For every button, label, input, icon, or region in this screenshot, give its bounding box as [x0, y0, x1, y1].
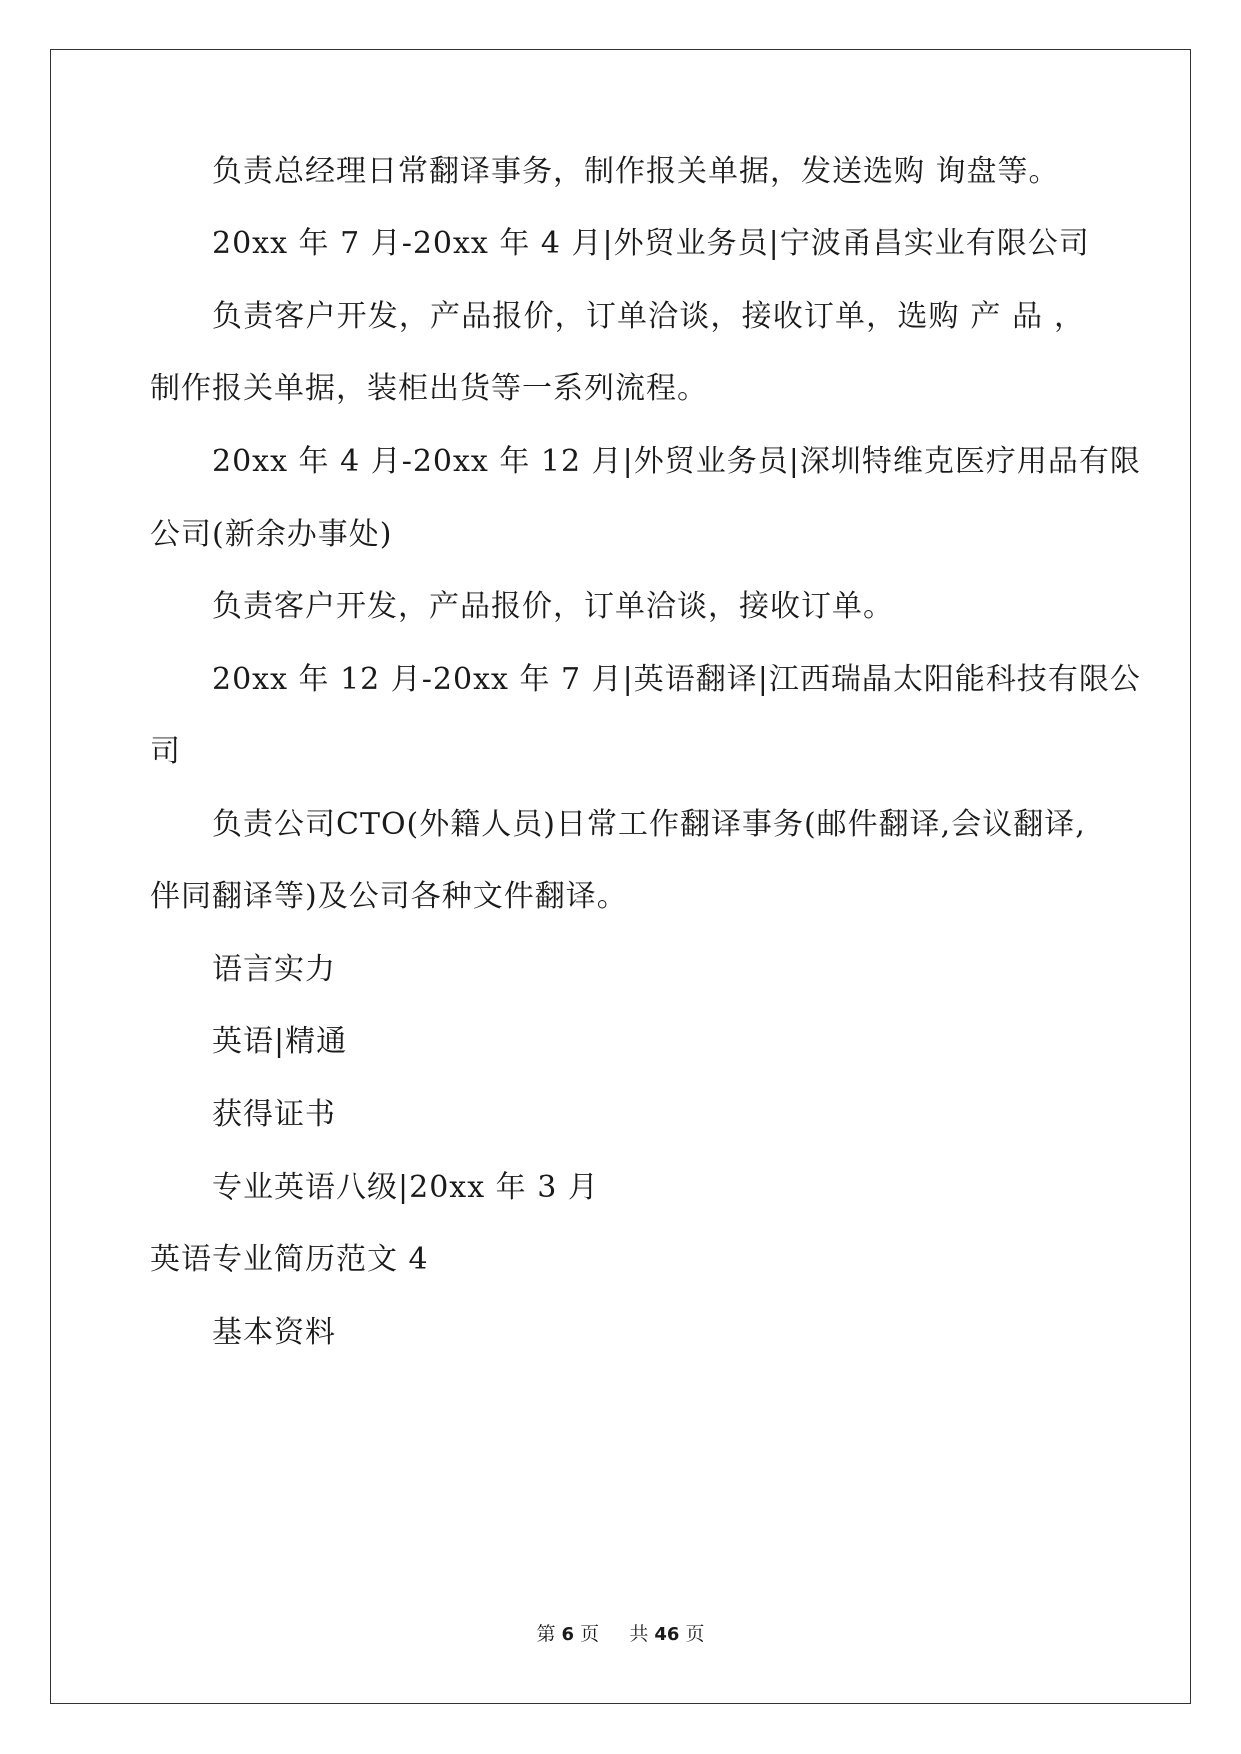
section-heading-basic-info: 基本资料 [212, 1315, 336, 1350]
paragraph-jiangxi-duties: 负责公司CTO(外籍人员)日常工作翻译事务(邮件翻译,会议翻译, [212, 807, 1086, 842]
job-entry-jiangxi: 20xx 年 12 月-20xx 年 7 月|英语翻译|江西瑞晶太阳能科技有限公 [212, 662, 1141, 697]
paragraph-translation-duties: 负责总经理日常翻译事务，制作报关单据，发送选购 询盘等。 [212, 154, 1060, 189]
document-title-sample-4: 英语专业简历范文 4 [150, 1242, 429, 1277]
job-entry-shenzhen: 20xx 年 4 月-20xx 年 12 月|外贸业务员|深圳特维克医疗用品有限 [212, 444, 1141, 479]
language-entry-english: 英语|精通 [212, 1024, 348, 1059]
paragraph-jiangxi-duties-cont: 伴同翻译等)及公司各种文件翻译。 [150, 879, 628, 914]
page-footer [0, 1622, 1241, 1647]
section-heading-certificates: 获得证书 [212, 1097, 336, 1132]
total-unit: 页 [685, 1623, 705, 1645]
page-number-current: 6 [561, 1624, 575, 1645]
certificate-entry-tem8: 专业英语八级|20xx 年 3 月 [212, 1170, 599, 1205]
paragraph-ningbo-duties-cont: 制作报关单据，装柜出货等一系列流程。 [150, 371, 708, 406]
paragraph-shenzhen-duties: 负责客户开发，产品报价，订单洽谈，接收订单。 [212, 589, 894, 624]
page-prefix: 第 [536, 1623, 556, 1645]
job-entry-jiangxi-cont: 司 [150, 734, 181, 769]
section-heading-language: 语言实力 [212, 952, 336, 987]
job-entry-shenzhen-cont: 公司(新余办事处) [150, 517, 393, 552]
job-entry-ningbo: 20xx 年 7 月-20xx 年 4 月|外贸业务员|宁波甬昌实业有限公司 [212, 226, 1090, 261]
page-unit: 页 [580, 1623, 600, 1645]
paragraph-ningbo-duties: 负责客户开发，产品报价，订单洽谈，接收订单，选购 产 品 ， [212, 299, 1085, 334]
total-prefix: 共 [629, 1623, 649, 1645]
page-number-total: 46 [654, 1624, 680, 1645]
